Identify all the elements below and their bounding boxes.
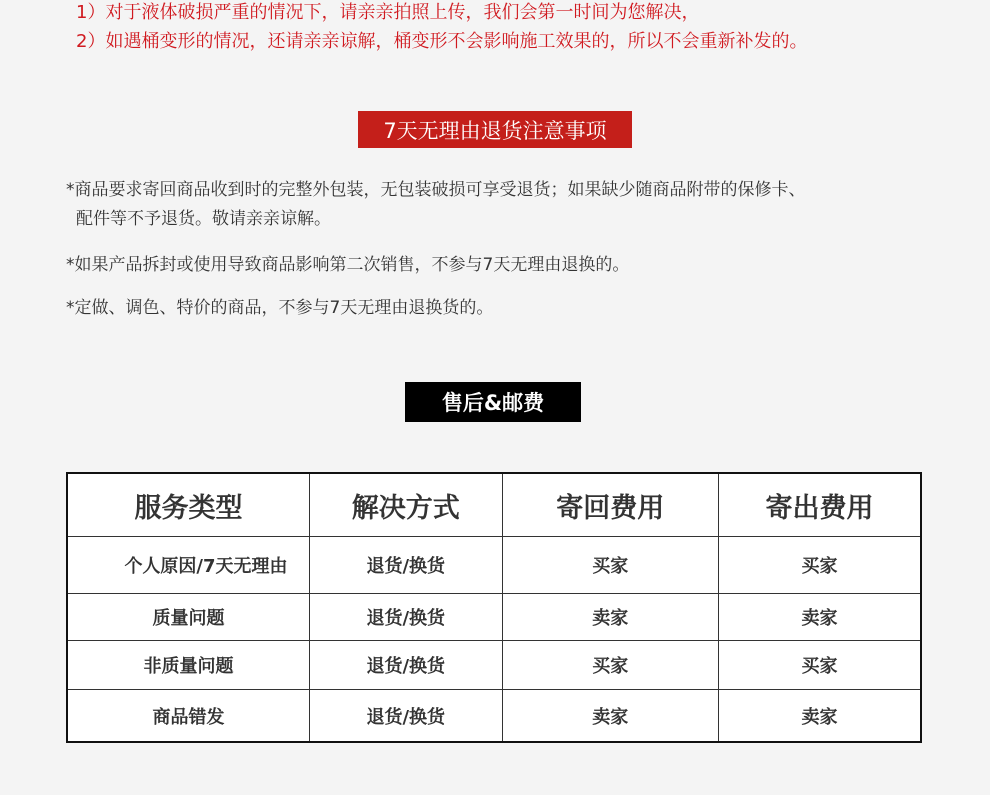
solution-cell: 退货/换货 [310, 641, 503, 690]
solution-cell: 退货/换货 [310, 594, 503, 641]
damage-note-2: 2）如遇桶变形的情况，还请亲亲谅解，桶变形不会影响施工效果的，所以不会重新补发的。 [76, 31, 808, 52]
return-rule-2: *如果产品拆封或使用导致商品影响第二次销售，不参与7天无理由退换的。 [66, 255, 630, 275]
header-solution: 解决方式 [310, 473, 503, 537]
service-type-cell: 个人原因/7天无理由 [67, 537, 310, 594]
return-fee-cell: 卖家 [502, 594, 718, 641]
damage-notes [76, 0, 966, 60]
return-policy-title: 7天无理由退货注意事项 [358, 111, 632, 148]
outbound-fee-cell: 买家 [718, 641, 921, 690]
header-return-shipping: 寄回费用 [502, 473, 718, 537]
after-sales-title: 售后&邮费 [405, 382, 581, 422]
return-fee-cell: 买家 [502, 641, 718, 690]
return-rule-1-line1: *商品要求寄回商品收到时的完整外包装，无包装破损可享受退货；如果缺少随商品附带的保修卡、 [66, 180, 806, 200]
service-type-cell: 质量问题 [67, 594, 310, 641]
header-service-type: 服务类型 [67, 473, 310, 537]
return-fee-cell: 买家 [502, 537, 718, 594]
solution-cell: 退货/换货 [310, 690, 503, 743]
table-row [67, 641, 921, 690]
table-row [67, 537, 921, 594]
outbound-fee-cell: 卖家 [718, 690, 921, 743]
damage-note-1: 1）对于液体破损严重的情况下，请亲亲拍照上传，我们会第一时间为您解决， [76, 2, 700, 23]
service-type-cell: 商品错发 [67, 690, 310, 743]
return-fee-cell: 卖家 [502, 690, 718, 743]
outbound-fee-cell: 买家 [718, 537, 921, 594]
outbound-fee-cell: 卖家 [718, 594, 921, 641]
return-rules [66, 176, 946, 318]
header-outbound-shipping: 寄出费用 [718, 473, 921, 537]
fee-table [66, 472, 922, 743]
return-rule-1 [66, 176, 946, 234]
return-rule-3: *定做、调色、特价的商品，不参与7天无理由退换货的。 [66, 298, 494, 318]
table-row [67, 690, 921, 743]
return-rule-1-line2: 配件等不予退货。敬请亲亲谅解。 [76, 209, 331, 229]
table-row [67, 594, 921, 641]
solution-cell: 退货/换货 [310, 537, 503, 594]
fee-table-header [67, 473, 921, 537]
service-type-cell: 非质量问题 [67, 641, 310, 690]
